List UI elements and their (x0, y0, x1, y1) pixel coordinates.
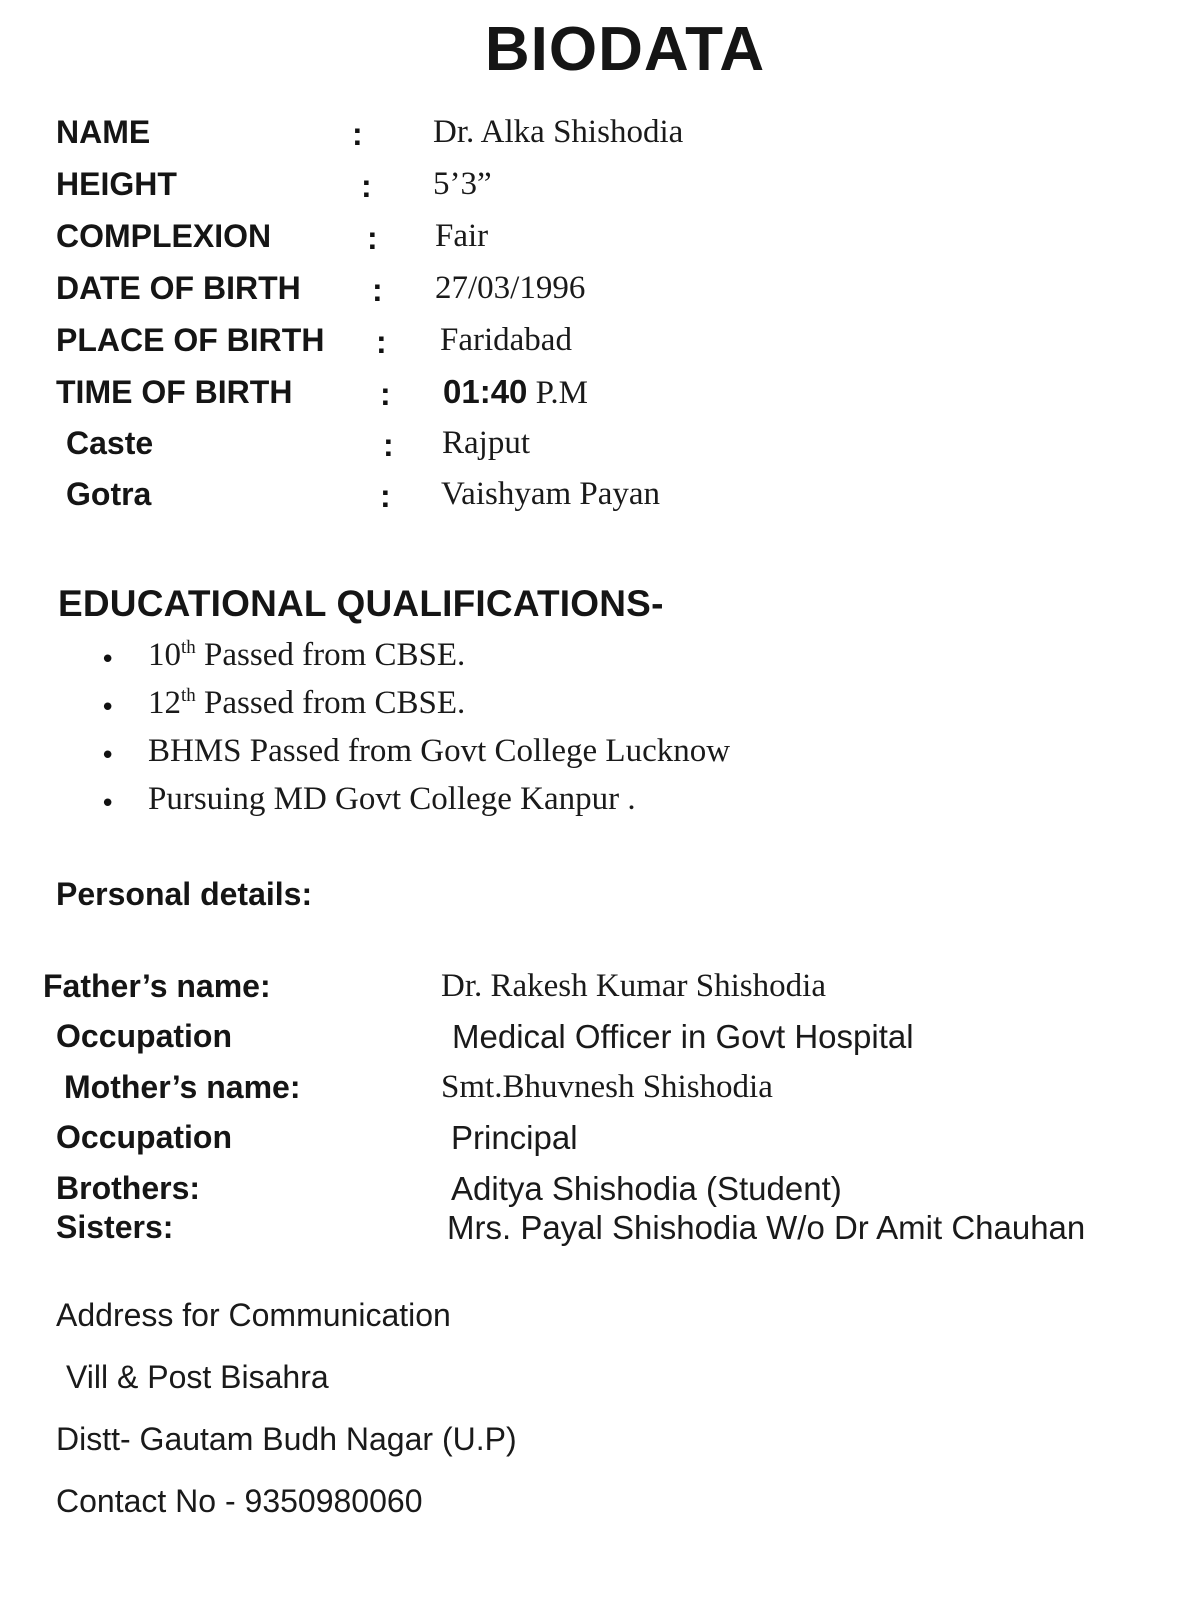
value-complexion: Fair (435, 218, 489, 254)
colon-height: : (361, 168, 372, 204)
education-bullet: • (100, 741, 116, 771)
education-bullet: • (100, 789, 116, 819)
colon-caste: : (383, 427, 394, 463)
value-father-name: Dr. Rakesh Kumar Shishodia (441, 968, 826, 1004)
colon-gotra: : (380, 478, 391, 514)
value-father-occupation: Medical Officer in Govt Hospital (452, 1018, 914, 1055)
label-gotra: Gotra (66, 476, 152, 512)
colon-name: : (352, 116, 363, 152)
label-mother-occupation: Occupation (56, 1119, 233, 1155)
label-caste: Caste (66, 425, 154, 461)
label-mother-name: Mother’s name: (64, 1069, 301, 1105)
colon-place-of-birth: : (376, 324, 387, 360)
value-brothers: Aditya Shishodia (Student) (451, 1170, 842, 1207)
label-brothers: Brothers: (56, 1170, 201, 1206)
value-mother-occupation: Principal (451, 1119, 578, 1156)
value-height: 5’3” (433, 166, 492, 202)
label-sisters: Sisters: (56, 1209, 174, 1245)
value-time-of-birth-suffix: P.M (527, 375, 588, 411)
education-bullet: • (100, 645, 116, 675)
label-complexion: COMPLEXION (56, 218, 272, 254)
label-place-of-birth: PLACE OF BIRTH (56, 322, 325, 358)
address-line-1: Vill & Post Bisahra (66, 1359, 329, 1395)
value-caste: Rajput (442, 425, 530, 461)
value-sisters: Mrs. Payal Shishodia W/o Dr Amit Chauhan (447, 1209, 1086, 1246)
education-item: 10th Passed from CBSE. (148, 637, 466, 673)
value-mother-name: Smt.Bhuvnesh Shishodia (441, 1069, 773, 1105)
address-line-2: Distt- Gautam Budh Nagar (U.P) (56, 1421, 517, 1457)
contact-number: Contact No - 9350980060 (56, 1483, 423, 1519)
personal-heading: Personal details: (56, 876, 313, 912)
label-time-of-birth: TIME OF BIRTH (56, 374, 293, 410)
label-date-of-birth: DATE OF BIRTH (56, 270, 301, 306)
label-father-occupation: Occupation (56, 1018, 233, 1054)
education-heading: EDUCATIONAL QUALIFICATIONS- (58, 583, 664, 624)
document-title: BIODATA (484, 15, 766, 84)
value-date-of-birth: 27/03/1996 (435, 270, 586, 306)
colon-time-of-birth: : (380, 376, 391, 412)
value-time-of-birth-digits: 01:40 (443, 373, 528, 410)
education-item: 12th Passed from CBSE. (148, 685, 466, 721)
address-heading: Address for Communication (56, 1297, 451, 1333)
education-bullet: • (100, 693, 116, 723)
education-item: Pursuing MD Govt College Kanpur . (148, 781, 636, 817)
colon-complexion: : (367, 220, 378, 256)
colon-date-of-birth: : (372, 272, 383, 308)
value-time-of-birth (443, 373, 588, 412)
label-father-name: Father’s name: (43, 968, 271, 1004)
education-item: BHMS Passed from Govt College Lucknow (148, 733, 731, 769)
value-gotra: Vaishyam Payan (441, 476, 661, 512)
label-height: HEIGHT (56, 166, 177, 202)
label-name: NAME (56, 114, 151, 150)
value-name: Dr. Alka Shishodia (433, 114, 684, 150)
value-place-of-birth: Faridabad (440, 322, 572, 358)
